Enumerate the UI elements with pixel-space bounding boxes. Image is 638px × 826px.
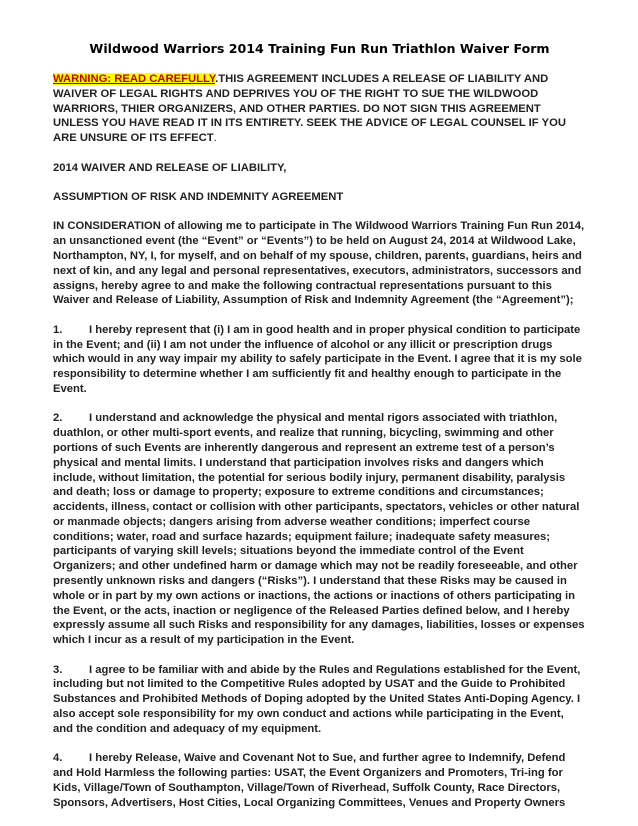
warning-end: . xyxy=(213,132,217,145)
clause-1 xyxy=(53,323,586,397)
clause-number: 2. xyxy=(53,412,63,425)
warning-paragraph xyxy=(53,72,586,146)
section-heading-assumption: ASSUMPTION OF RISK AND INDEMNITY AGREEMENT xyxy=(53,190,344,203)
clause-number: 3. xyxy=(53,663,63,676)
clause-text: I hereby represent that (i) I am in good health and in proper physical condition to participate in the Event; and (ii) I am not under the influence of alcohol or any illicit or prescription drugs which would in any way impair my ability to safely participate in the Event. I agree that it is my sole responsibility to determine whether I am sufficiently fit and healthy enough to participate in the Event. xyxy=(53,323,582,395)
clause-3 xyxy=(53,663,586,737)
clause-4 xyxy=(53,751,586,810)
warning-text: .THIS AGREEMENT INCLUDES A RELEASE OF LIABILITY AND WAIVER OF LEGAL RIGHTS AND DEPRIVES YOU OF THE RIGHT TO SUE THE WILDWOOD WARRIORS, THIER ORGANIZERS, AND OTHER PARTIES. DO NOT SIGN THIS AGREEMENT UNLESS YOU HAVE READ IT IN ITS ENTIRETY. SEEK THE ADVICE OF LEGAL COUNSEL IF YOU ARE UNSURE OF ITS EFFECT xyxy=(53,73,566,145)
warning-label: WARNING: READ CAREFULLY xyxy=(53,73,216,85)
clause-text: I agree to be familiar with and abide by the Rules and Regulations established for the Event, including but not limited to the Competitive Rules adopted by USAT and the Guide to Prohibited Substances and Prohibited Methods of Doping adopted by the United States Anti-Doping Agency. I also accept sole responsibility for my own conduct and actions while participating in the Event, and the condition and adequacy of my equipment. xyxy=(53,663,581,735)
clause-2 xyxy=(53,411,586,648)
clause-text: I understand and acknowledge the physical and mental rigors associated with triathlon, duathlon, or other multi-sport events, and realize that running, bicycling, swimming and other portions of such Events are inherently dangerous and represent an extreme test of a person’s physical and mental limits. I understand that participation involves risks and dangers which include, without limitation, the potential for serious bodily injury, permanent disability, paralysis and death; loss or damage to property; exposure to extreme conditions and circumstances; accidents, illness, contact or collision with other participants, spectators, vehicles or other natural or manmade objects; dangers arising from adverse weather conditions; imperfect course conditions; water, road and surface hazards; equipment failure; inadequate safety measures; participants of varying skill levels; situations beyond the immediate control of the Event Organizers; and other undefined harm or damage which may not be readily foreseeable, and other presently unknown risks and dangers (“Risks”). I understand that these Risks may be caused in whole or in part by my own actions or inactions, the actions or inactions of others participating in the Event, or the acts, inaction or negligence of the Released Parties defined below, and I hereby expressly assume all such Risks and responsibility for any damages, liabilities, losses or expenses which I incur as a result of my participation in the Event. xyxy=(53,412,585,647)
clause-number: 4. xyxy=(53,752,63,765)
clause-number: 1. xyxy=(53,323,63,336)
section-heading-waiver: 2014 WAIVER AND RELEASE OF LIABILITY, xyxy=(53,161,287,174)
document-title: Wildwood Warriors 2014 Training Fun Run Triathlon Waiver Form xyxy=(89,41,550,56)
consideration-paragraph: IN CONSIDERATION of allowing me to participate in The Wildwood Warriors Training Fun Run 2014, an unsanctioned event (the “Event” or “Events”) to be held on August 24, 2014 at Wildwood Lake, Northampton, NY, I, for myself, and on behalf of my spouse, children, parents, guardians, heirs and next of kin, and any legal and personal representatives, executors, administrators, successors and assigns, hereby agree to and make the following contractual representations pursuant to this Waiver and Release of Liability, Assumption of Risk and Indemnity Agreement (the “Agreement”); xyxy=(53,220,585,307)
clause-text: I hereby Release, Waive and Covenant Not to Sue, and further agree to Indemnify, Defend and Hold Harmless the following parties: USAT, the Event Organizers and Promoters, Tri-ing for Kids, Village/Town of Southampton, Village/Town of Riverhead, Suffolk County, Race Directors, Sponsors, Advertisers, Host Cities, Local Organizing Committees, Venues and Property Owners xyxy=(53,752,566,809)
